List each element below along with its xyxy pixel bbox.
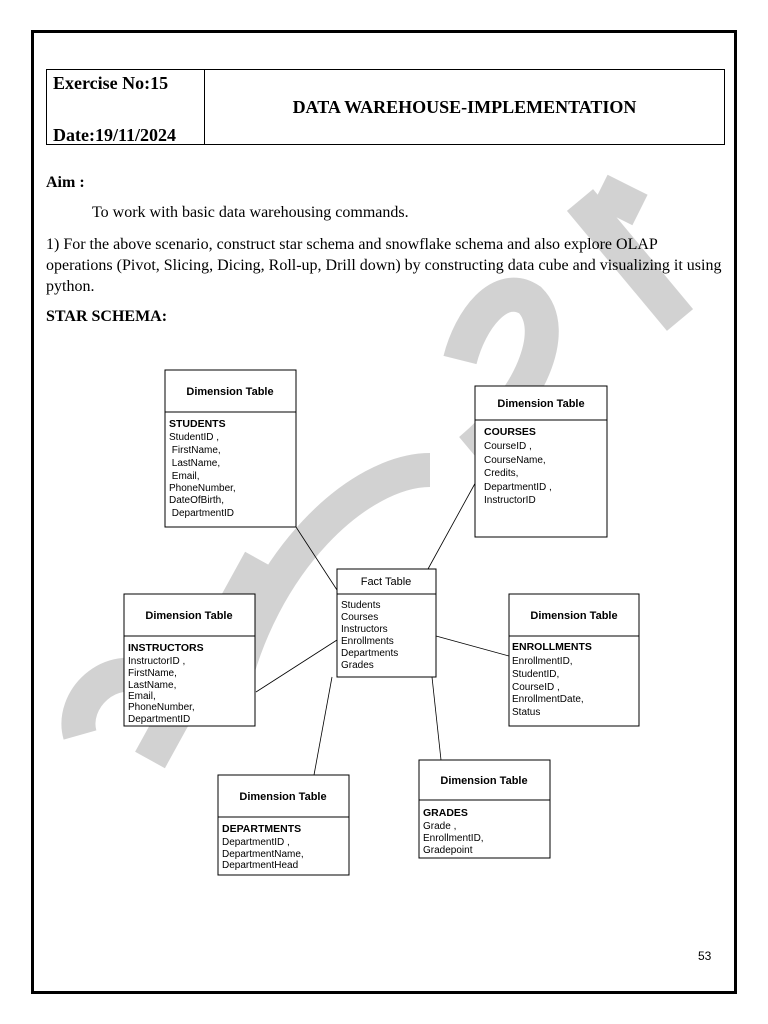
dimension-field: DepartmentID	[169, 508, 235, 519]
dimension-field: LastName,	[169, 458, 221, 469]
dimension-field: StudentID,	[512, 669, 560, 680]
dimension-field: Status	[512, 707, 541, 718]
dimension-field: DepartmentID ,	[484, 482, 552, 493]
dimension-field: LastName,	[128, 680, 177, 691]
dimension-field: DepartmentName,	[222, 849, 304, 860]
dimension-field: DepartmentID	[128, 714, 191, 725]
dimension-field: DepartmentHead	[222, 860, 299, 871]
dimension-table-students	[165, 370, 296, 527]
question-text: 1) For the above scenario, construct star schema and snowflake schema and also explore OLAP operations (Pivot, Slicing, Dicing, Roll-up, Drill down) by constructing data cube and visualizing it using python.	[46, 236, 722, 295]
dimension-name: COURSES	[484, 426, 536, 438]
dimension-field: InstructorID ,	[128, 656, 186, 667]
aim-text: To work with basic data warehousing commands.	[92, 204, 409, 221]
exercise-date: Date:19/11/2024	[53, 125, 176, 145]
fact-table-title: Fact Table	[360, 576, 412, 588]
fact-table	[337, 569, 436, 677]
dimension-field: Gradepoint	[423, 845, 473, 856]
page-title: DATA WAREHOUSE-IMPLEMENTATION	[292, 96, 637, 117]
aim-label: Aim :	[46, 174, 85, 191]
dimension-field: StudentID ,	[169, 432, 220, 443]
connector-students	[296, 527, 337, 590]
dimension-title: Dimension Table	[145, 610, 233, 622]
fact-field: Departments	[341, 648, 399, 659]
fact-field: Courses	[341, 612, 379, 623]
connector-enrollments	[436, 636, 509, 656]
dimension-title: Dimension Table	[497, 398, 585, 410]
dimension-field: FirstName,	[169, 445, 221, 456]
exercise-number: Exercise No:15	[53, 73, 169, 93]
dimension-title: Dimension Table	[186, 386, 274, 398]
dimension-title: Dimension Table	[440, 775, 528, 787]
dimension-name: STUDENTS	[169, 418, 226, 430]
dimension-name: DEPARTMENTS	[222, 823, 302, 835]
dimension-field: Grade ,	[423, 821, 457, 832]
dimension-table-enrollments	[509, 594, 639, 726]
fact-field: Grades	[341, 660, 374, 671]
dimension-field: EnrollmentID,	[423, 833, 484, 844]
dimension-table-grades	[419, 760, 550, 858]
dimension-field: EnrollmentID,	[512, 656, 573, 667]
dimension-field: FirstName,	[128, 668, 177, 679]
dimension-field: CourseID ,	[512, 682, 560, 693]
page-number: 53	[698, 949, 712, 963]
dimension-name: ENROLLMENTS	[512, 641, 592, 653]
connector-grades	[432, 677, 441, 760]
dimension-field: EnrollmentDate,	[512, 694, 584, 705]
connector-instructors	[256, 640, 337, 692]
dimension-field: Credits,	[484, 468, 519, 479]
dimension-table-instructors	[124, 594, 255, 726]
dimension-field: Email,	[128, 691, 156, 702]
dimension-field: PhoneNumber,	[128, 702, 195, 713]
dimension-field: InstructorID	[484, 495, 536, 506]
connector-courses	[428, 478, 478, 569]
fact-field: Instructors	[341, 624, 388, 635]
dimension-field: Email,	[169, 471, 200, 482]
fact-field: Enrollments	[341, 636, 394, 647]
dimension-name: INSTRUCTORS	[128, 642, 204, 654]
dimension-table-courses	[475, 386, 607, 537]
dimension-table-departments	[218, 775, 349, 875]
fact-field: Students	[341, 600, 381, 611]
dimension-title: Dimension Table	[530, 610, 618, 622]
dimension-title: Dimension Table	[239, 791, 327, 803]
dimension-field: CourseName,	[484, 455, 546, 466]
dimension-field: PhoneNumber,	[169, 483, 236, 494]
dimension-field: DateOfBirth,	[169, 495, 225, 506]
dimension-name: GRADES	[423, 807, 468, 819]
connector-departments	[314, 677, 332, 775]
dimension-field: CourseID ,	[484, 441, 532, 452]
section-title: STAR SCHEMA:	[46, 308, 168, 325]
dimension-field: DepartmentID ,	[222, 837, 290, 848]
